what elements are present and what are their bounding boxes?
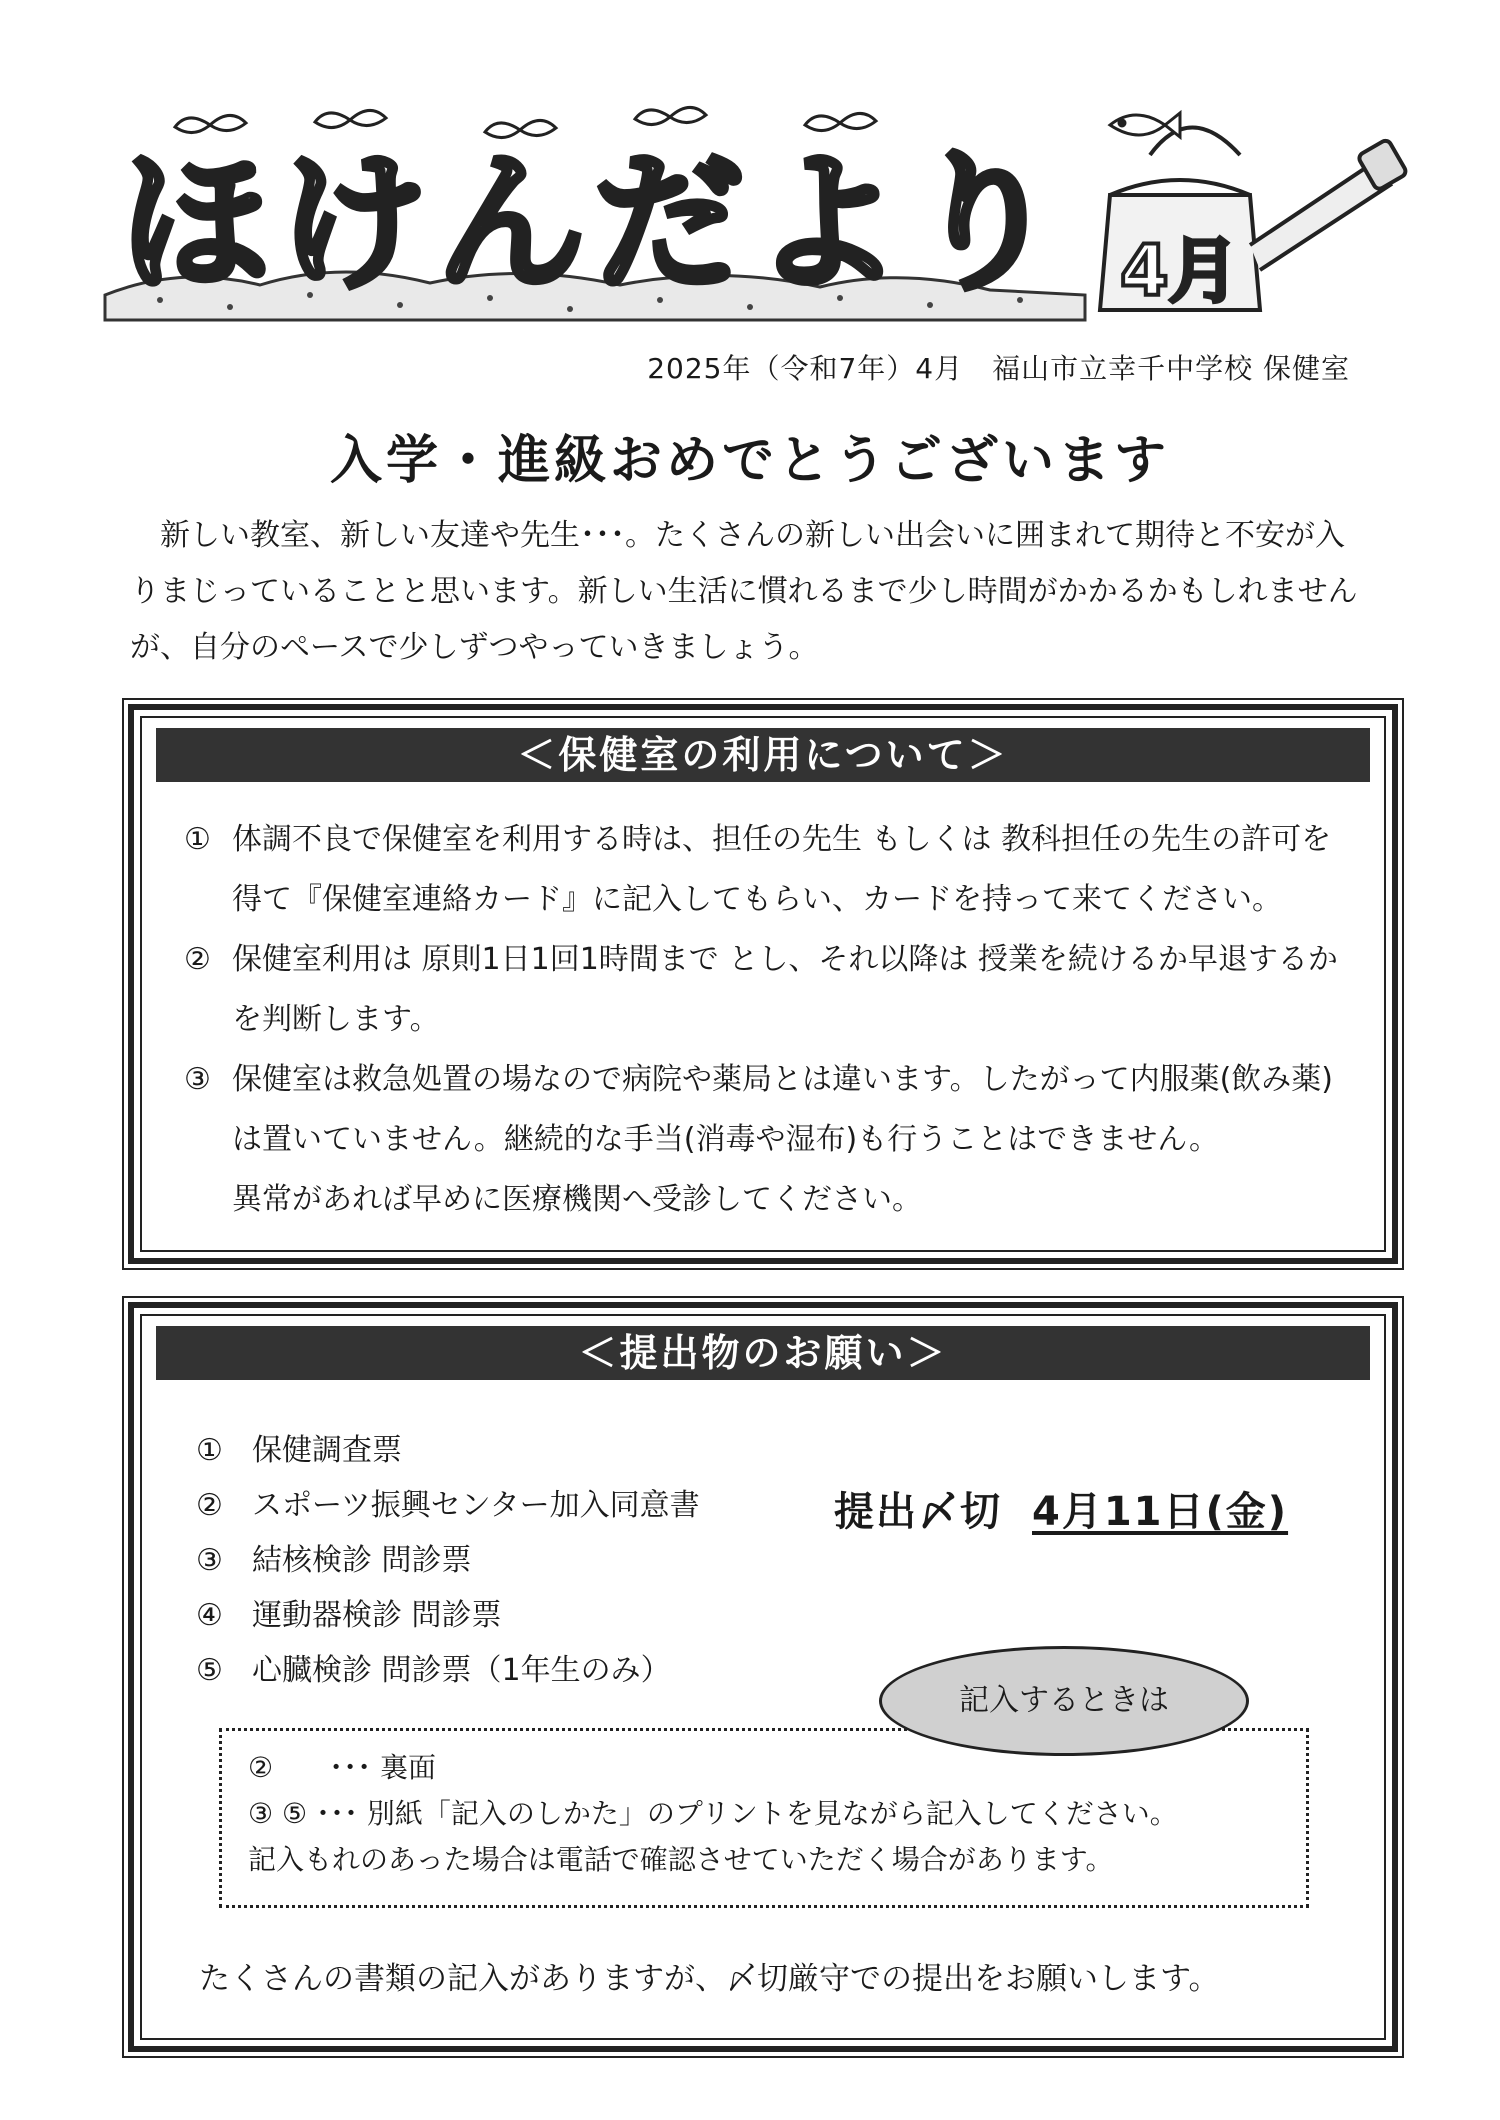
closing-text: たくさんの書類の記入がありますが、〆切厳守での提出をお願いします。	[199, 1961, 1220, 1997]
list-item	[184, 930, 1352, 1050]
list-item	[184, 1050, 1352, 1230]
intro-paragraph	[130, 508, 1370, 676]
masthead-art	[100, 95, 1430, 330]
item-number: ②	[184, 942, 211, 977]
intro-text: 新しい教室、新しい友達や先生･･･。たくさんの新しい出会いに囲まれて期待と不安が入りまじっていることと思います。新しい生活に慣れるまで少し時間がかかるかもしれませんが、自分のペースで少しずつやっていきましょう。	[130, 518, 1358, 665]
item-text: 運動器検診 問診票	[252, 1598, 502, 1633]
item-number: ①	[184, 822, 211, 857]
list-item	[196, 1533, 700, 1588]
section1-title: ＜保健室の利用について＞	[156, 728, 1370, 782]
submission-list	[196, 1423, 700, 1698]
filling-callout: 記入するときは	[879, 1646, 1249, 1756]
note-line: ② ･･･ 裏面	[248, 1751, 437, 1784]
item-number: ①	[196, 1433, 223, 1468]
submission-request-box	[128, 1302, 1398, 2052]
item-text: スポーツ振興センター加入同意書	[252, 1488, 700, 1523]
masthead	[100, 95, 1430, 330]
item-extra-text: 異常があれば早めに医療機関へ受診してください。	[232, 1182, 922, 1217]
page-title: 入学・進級おめでとうございます	[329, 431, 1170, 491]
item-text: 保健室は救急処置の場なので病院や薬局とは違います。したがって内服薬(飲み薬)は置いていません。継続的な手当(消毒や湿布)も行うことはできません。	[232, 1062, 1334, 1157]
item-number: ③	[196, 1543, 223, 1578]
list-item	[184, 810, 1352, 930]
deadline-date: 4月11日(金)	[1032, 1489, 1289, 1535]
item-number: ④	[196, 1598, 223, 1633]
issue-meta: 2025年（令和7年）4月 福山市立幸千中学校 保健室	[647, 352, 1350, 385]
deadline-label: 提出〆切	[834, 1489, 1002, 1535]
deadline	[834, 1480, 1288, 1537]
usage-rules-list	[184, 810, 1352, 1230]
list-item	[196, 1478, 700, 1533]
item-number: ③	[184, 1062, 211, 1097]
sprout-icon	[175, 107, 876, 137]
month-badge: 4月	[1120, 230, 1239, 312]
item-text: 保健室利用は 原則1日1回1時間まで とし、それ以降は 授業を続けるか早退するかを判断します。	[232, 942, 1338, 1037]
health-room-usage-box	[128, 704, 1398, 1264]
item-text: 結核検診 問診票	[252, 1543, 472, 1578]
item-number: ⑤	[196, 1653, 223, 1688]
list-item	[196, 1643, 700, 1698]
item-text: 保健調査票	[252, 1433, 402, 1468]
note-line: 記入もれのあった場合は電話で確認させていただく場合があります。	[248, 1843, 1114, 1876]
list-item	[196, 1588, 700, 1643]
item-text: 心臓検診 問診票（1年生のみ）	[252, 1653, 671, 1688]
filling-notes-box	[219, 1728, 1309, 1908]
list-item	[196, 1423, 700, 1478]
masthead-title: ほけんだより	[120, 137, 1069, 311]
section2-title: ＜提出物のお願い＞	[156, 1326, 1370, 1380]
item-number: ②	[196, 1488, 223, 1523]
item-text: 体調不良で保健室を利用する時は、担任の先生 もしくは 教科担任の先生の許可を得て『保健室連絡カード』に記入してもらい、カードを持って来てください。	[232, 822, 1332, 917]
note-line: ③ ⑤ ･･･ 別紙「記入のしかた」のプリントを見ながら記入してください。	[248, 1797, 1178, 1830]
